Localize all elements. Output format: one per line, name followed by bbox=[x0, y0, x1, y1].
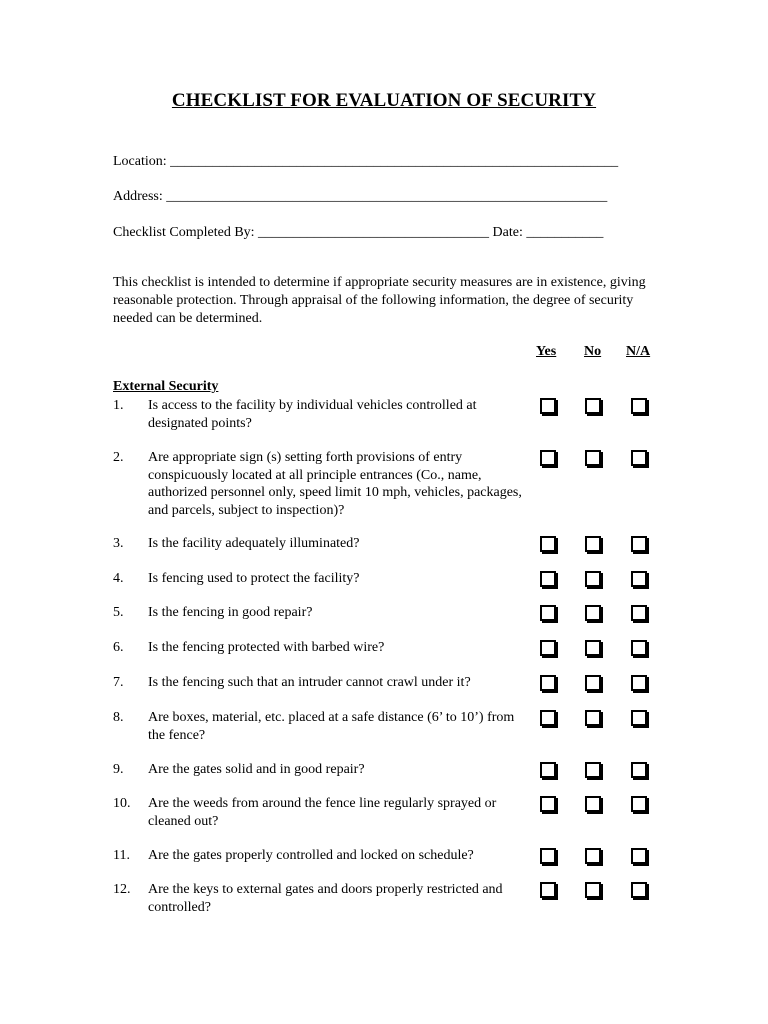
question-text: Is the fencing in good repair? bbox=[148, 605, 313, 620]
question-number: 2. bbox=[113, 450, 124, 465]
checkbox-no[interactable] bbox=[585, 605, 601, 621]
checkbox-yes[interactable] bbox=[540, 675, 556, 691]
checkbox-no[interactable] bbox=[585, 536, 601, 552]
checkbox-yes[interactable] bbox=[540, 640, 556, 656]
checkbox-na[interactable] bbox=[631, 605, 647, 621]
checkbox-na[interactable] bbox=[631, 675, 647, 691]
checkbox-yes[interactable] bbox=[540, 796, 556, 812]
question-text: Are the gates properly controlled and locked on schedule? bbox=[148, 848, 474, 863]
checkbox-no[interactable] bbox=[585, 762, 601, 778]
question-number: 11. bbox=[113, 848, 130, 863]
question-number: 7. bbox=[113, 675, 124, 690]
question-number: 10. bbox=[113, 796, 131, 811]
question-number: 3. bbox=[113, 536, 124, 551]
checkbox-na[interactable] bbox=[631, 762, 647, 778]
checkbox-na[interactable] bbox=[631, 536, 647, 552]
question-text: Are the weeds from around the fence line regularly sprayed or cleaned out? bbox=[148, 796, 497, 829]
question-number: 4. bbox=[113, 571, 124, 586]
checkbox-no[interactable] bbox=[585, 796, 601, 812]
column-header-no: No bbox=[584, 344, 602, 359]
checkbox-yes[interactable] bbox=[540, 450, 556, 466]
checkbox-na[interactable] bbox=[631, 848, 647, 864]
checkbox-no[interactable] bbox=[585, 450, 601, 466]
checkbox-no[interactable] bbox=[585, 640, 601, 656]
checkbox-na[interactable] bbox=[631, 571, 647, 587]
question-text: Is fencing used to protect the facility? bbox=[148, 571, 360, 586]
question-number: 12. bbox=[113, 882, 131, 897]
page-title: CHECKLIST FOR EVALUATION OF SECURITY bbox=[171, 90, 597, 111]
completed-by-field[interactable]: Checklist Completed By: _________________________________ Date: ___________ bbox=[113, 225, 604, 240]
question-text: Are the keys to external gates and doors properly restricted and controlled? bbox=[148, 882, 503, 915]
checkbox-yes[interactable] bbox=[540, 882, 556, 898]
question-number: 1. bbox=[113, 398, 124, 413]
checkbox-yes[interactable] bbox=[540, 762, 556, 778]
checkbox-no[interactable] bbox=[585, 848, 601, 864]
intro-paragraph: This checklist is intended to determine if appropriate security measures are in existence, giving reasonable protection. Through appraisal of the following information, the degree of security needed can be determined. bbox=[113, 275, 646, 326]
checkbox-no[interactable] bbox=[585, 710, 601, 726]
question-text: Is the fencing such that an intruder cannot crawl under it? bbox=[148, 675, 471, 690]
checkbox-no[interactable] bbox=[585, 882, 601, 898]
question-text: Are appropriate sign (s) setting forth provisions of entry conspicuously located at all principle entrances (Co., name, authorized personnel only, speed limit 10 mph, vehicles, packages, and parcels, subject to inspection)? bbox=[148, 450, 522, 518]
question-text: Are the gates solid and in good repair? bbox=[148, 762, 365, 777]
checkbox-na[interactable] bbox=[631, 882, 647, 898]
checkbox-yes[interactable] bbox=[540, 571, 556, 587]
checkbox-yes[interactable] bbox=[540, 536, 556, 552]
checkbox-na[interactable] bbox=[631, 398, 647, 414]
checkbox-na[interactable] bbox=[631, 796, 647, 812]
question-text: Are boxes, material, etc. placed at a safe distance (6’ to 10’) from the fence? bbox=[148, 710, 515, 743]
checkbox-no[interactable] bbox=[585, 571, 601, 587]
question-number: 5. bbox=[113, 605, 124, 620]
checkbox-no[interactable] bbox=[585, 398, 601, 414]
checkbox-yes[interactable] bbox=[540, 848, 556, 864]
checkbox-no[interactable] bbox=[585, 675, 601, 691]
question-number: 6. bbox=[113, 640, 124, 655]
question-number: 8. bbox=[113, 710, 124, 725]
location-field[interactable]: Location: ________________________________________________________________ bbox=[113, 154, 619, 169]
checkbox-yes[interactable] bbox=[540, 605, 556, 621]
column-header-yes: Yes bbox=[536, 344, 557, 359]
question-text: Is access to the facility by individual vehicles controlled at designated points? bbox=[148, 398, 477, 431]
address-field[interactable]: Address: _______________________________________________________________ bbox=[113, 189, 608, 204]
checkbox-yes[interactable] bbox=[540, 398, 556, 414]
checkbox-na[interactable] bbox=[631, 710, 647, 726]
question-number: 9. bbox=[113, 762, 124, 777]
question-text: Is the facility adequately illuminated? bbox=[148, 536, 360, 551]
checkbox-yes[interactable] bbox=[540, 710, 556, 726]
column-header-na: N/A bbox=[626, 344, 651, 359]
section-heading: External Security bbox=[113, 379, 219, 394]
question-text: Is the fencing protected with barbed wire? bbox=[148, 640, 385, 655]
checkbox-na[interactable] bbox=[631, 640, 647, 656]
checkbox-na[interactable] bbox=[631, 450, 647, 466]
